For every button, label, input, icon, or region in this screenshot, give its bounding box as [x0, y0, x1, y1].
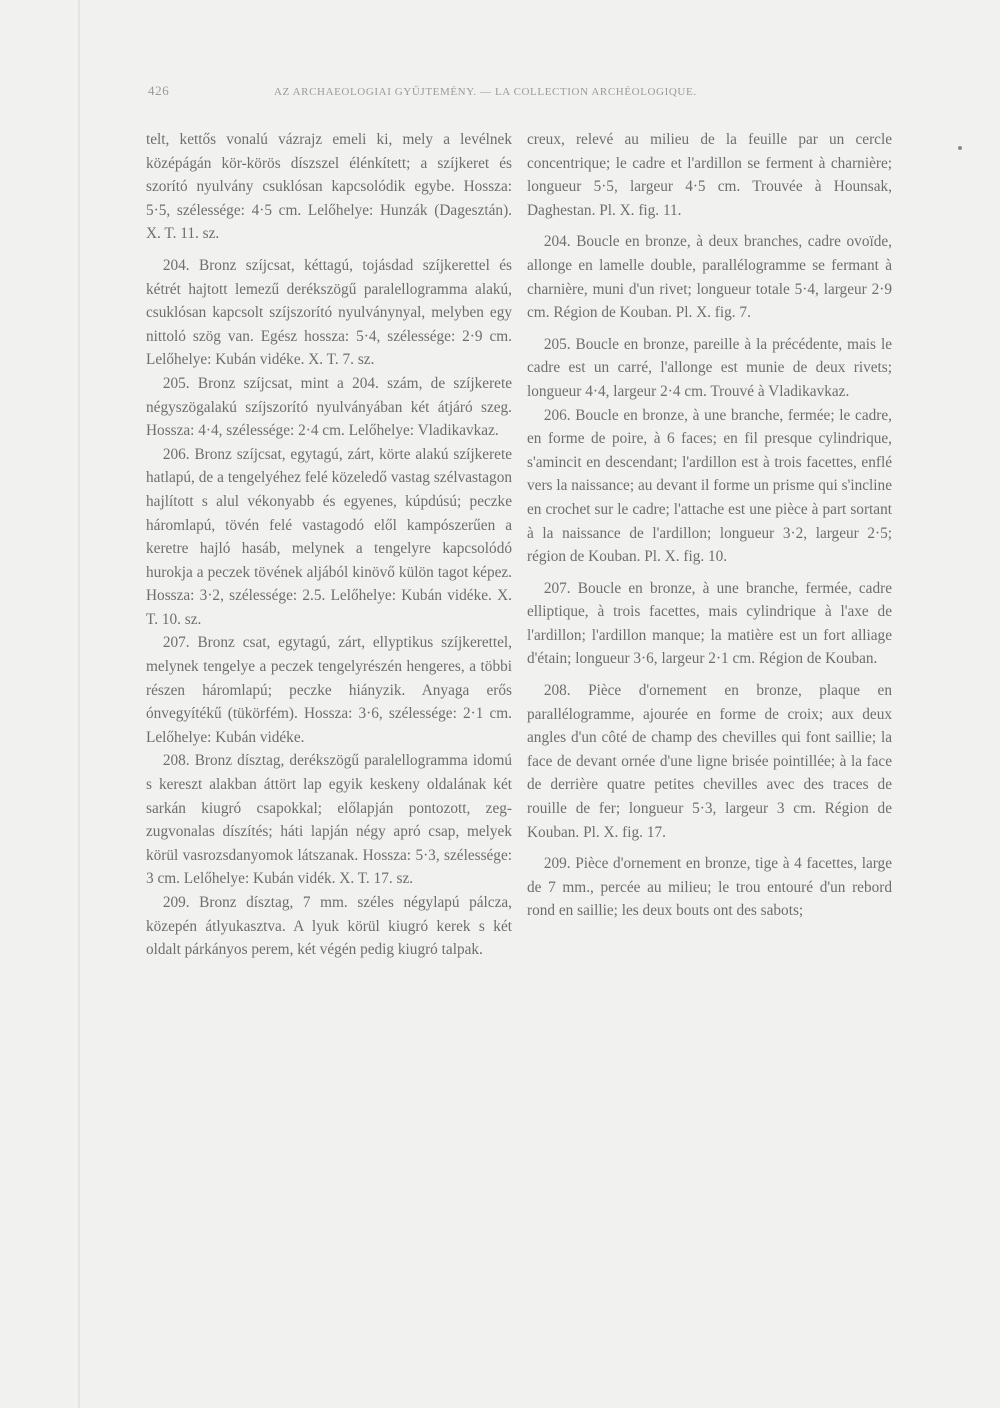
running-title: AZ ARCHAEOLOGIAI GYŰJTEMÉNY. — LA COLLECTION ARCHÉOLOGIQUE. — [274, 86, 697, 98]
hungarian-column — [146, 128, 512, 962]
page-edge — [78, 0, 80, 1408]
paragraph-209: 209. Bronz dísztag, 7 mm. széles négylapú pálcza, közepén átlyukasztva. A lyuk körül kiugró kerek s két oldalt párkányos perem, két végén pedig kiugró talpak. — [146, 894, 512, 959]
paragraph-208-fr: 208. Pièce d'ornement en bronze, plaque en parallélogramme, ajourée en forme de croix; aux deux angles d'un côté de champ des chevilles qui font saillie; la face de devant ornée d'une ligne brisée pointillée; à la face de derrière quatre petites chevilles avec des traces de rouille de fer; longueur 5·3, largeur 3 cm. Région de Kouban. Pl. X. fig. 17. — [527, 682, 892, 841]
paragraph-206-fr: 206. Boucle en bronze, à une branche, fermée; le cadre, en forme de poire, à 6 faces; en fil presque cylindrique, s'amincit en descendant; l'ardillon est à trois facettes, enflé vers la naissance; au devant il forme un prisme qui s'incline en crochet sur le cadre; l'attache est une pièce à part sortant à la naissance de l'ardillon; longueur 3·2, largeur 2·5; région de Kouban. Pl. X. fig. 10. — [527, 406, 892, 566]
paragraph-205-fr: 205. Boucle en bronze, pareille à la précédente, mais le cadre est un carré, l'allonge est munie de deux rivets; longueur 4·4, largeur 2·4 cm. Trouvé à Vladikavkaz. — [527, 335, 892, 400]
paragraph-204-fr: 204. Boucle en bronze, à deux branches, cadre ovoïde, allonge en lamelle double, parallélogramme se fermant à charnière, muni d'un rivet; longueur totale 5·4, largeur 2·9 cm. Région de Kouban. Pl. X. fig. 7. — [527, 233, 892, 322]
paragraph-205: 205. Bronz szíjcsat, mint a 204. szám, de szíjkerete négyszögalakú szíjszorító nyulványában két átjáró szeg. Hossza: 4·4, szélessége: 2·4 cm. Lelőhelye: Vladikavkaz. — [146, 374, 512, 440]
paragraph-207-fr: 207. Boucle en bronze, à une branche, fermée, cadre elliptique, à trois facettes, mais cylindrique à l'axe de l'ardillon; l'ardillon manque; la matière est un fort alliage d'étain; longueur 3·6, largeur 2·1 cm. Région de Kouban. — [527, 579, 892, 668]
french-column — [527, 128, 892, 923]
paragraph-209-fr: 209. Pièce d'ornement en bronze, tige à 4 facettes, large de 7 mm., percée au milieu; le trou entouré d'un rebord rond en saillie; les deux bouts ont des sabots; — [527, 855, 892, 920]
page-number: 426 — [148, 83, 170, 98]
paragraph-207: 207. Bronz csat, egytagú, zárt, ellyptikus szíjkerettel, melynek tengelye a peczek tengelyrészén hengeres, a többi részen háromlapú; peczke hiányzik. Anyaga erős ónvegyítékű (tükörfém). Hossza: 3·6, szélessége: 2·1 cm. Lelőhelye: Kubán vidéke. — [146, 634, 512, 746]
paragraph-206: 206. Bronz szíjcsat, egytagú, zárt, körte alakú szíjkerete hatlapú, de a tengelyéhez felé közeledő vastag szélvastagon hajlított s alul vékonyabb és egyenes, kúpdúsú; peczke háromlapú, tövén felé vastagodó elől kampószerűen a keretre hajló hasáb, melynek a tengelyre kapcsolódó hurokja a peczek tövének aljából kinövő külön tagot képez. Hossza: 3·2, szélessége: 2.5. Lelőhelye: Kubán vidéke. X. T. 10. sz. — [146, 445, 512, 628]
running-header — [148, 83, 890, 105]
paragraph-204: 204. Bronz szíjcsat, kéttagú, tojásdad szíjkerettel és kétrét hajtott lemezű derékszögű paralellogramma alakú, csuklósan kapcsolt szíjszorító nyulványnyal, melyben egy nittoló szög van. Egész hossza: 5·4, szélessége: 2·9 cm. Lelőhelye: Kubán vidéke. X. T. 7. sz. — [146, 256, 512, 369]
paragraph-203-continuation: telt, kettős vonalú vázrajz emeli ki, mely a levélnek középágán kör-körös díszszel élénkített; a szíjkeret és szorító nyulvány csuklósan kapcsolódik egybe. Hossza: 5·5, szélessége: 4·5 cm. Lelőhelye: Hunzák (Dagesztán). X. T. 11. sz. — [146, 131, 512, 243]
paragraph-208: 208. Bronz dísztag, derékszögű paralellogramma idomú s kereszt alakban áttört lap egyik keskeny oldalának két sarkán kiugró csapokkal; előlapján pontozott, zeg-zugvonalas díszítés; háti lapján négy apró csap, melyek körül vasrozsdanyomok látszanak. Hossza: 5·3, szélessége: 3 cm. Lelőhelye: Kubán vidék. X. T. 17. sz. — [146, 752, 512, 888]
stray-dot — [958, 146, 962, 150]
paragraph-203-continuation-fr: creux, relevé au milieu de la feuille par un cercle concentrique; le cadre et l'ardillon se ferment à charnière; longueur 5·5, largeur 4·5 cm. Trouvée à Hounsak, Daghestan. Pl. X. fig. 11. — [527, 131, 892, 219]
